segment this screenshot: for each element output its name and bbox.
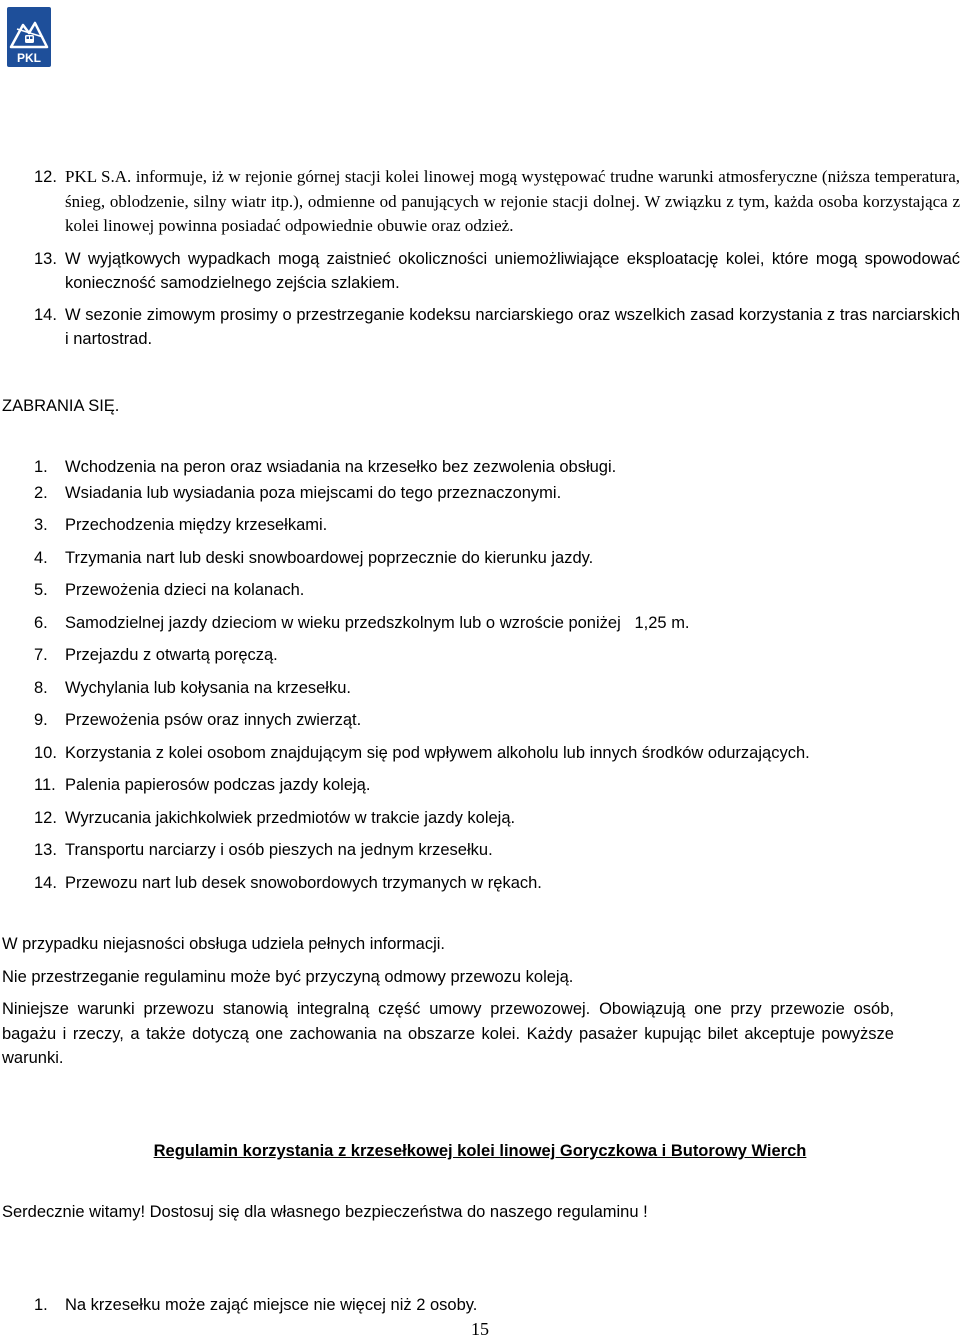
item-number: 13. — [34, 249, 57, 268]
item-text: Trzymania nart lub deski snowboardowej poprzecznie do kierunku jazdy. — [65, 548, 594, 567]
logo-text: PKL — [17, 51, 41, 65]
item-number: 13. — [34, 841, 57, 859]
item-text: W wyjątkowych wypadkach mogą zaistnieć okoliczności uniemożliwiające eksploatację kolei, które mogą spowodować konieczność samodzielnego zejścia szlakiem. — [65, 249, 960, 292]
item-text: Przewożenia psów oraz innych zwierząt. — [65, 711, 362, 729]
list-item — [0, 676, 960, 701]
item-number: 8. — [34, 678, 48, 697]
list-item — [0, 1293, 960, 1318]
item-text: Wyrzucania jakichkolwiek przedmiotów w trakcie jazdy koleją. — [65, 808, 516, 827]
closing-info: W przypadku niejasności obsługa udziela pełnych informacji. — [2, 935, 445, 953]
closing-refusal: Nie przestrzeganie regulaminu może być przyczyną odmowy przewozu koleją. — [2, 968, 574, 986]
item-text: Na krzesełku może zająć miejsce nie więcej niż 2 osoby. — [65, 1296, 478, 1314]
list-item — [0, 578, 960, 603]
item-number: 12. — [34, 808, 57, 827]
list-item — [0, 741, 960, 766]
item-number: 14. — [34, 873, 57, 892]
list-item — [0, 303, 960, 352]
greeting: Serdecznie witamy! Dostosuj się dla własnego bezpieczeństwa do naszego regulaminu ! — [2, 1203, 648, 1221]
list-item — [0, 165, 960, 239]
forbidden-list — [0, 455, 960, 895]
item-number: 10. — [34, 743, 57, 762]
list-item — [0, 611, 960, 636]
list-item — [0, 247, 960, 296]
item-text: W sezonie zimowym prosimy o przestrzeganie kodeksu narciarskiego oraz wszelkich zasad korzystania z tras narciarskich i nartostrad. — [65, 305, 960, 348]
item-text: Palenia papierosów podczas jazdy koleją. — [65, 776, 371, 794]
list-item — [0, 643, 960, 668]
item-number: 7. — [34, 646, 48, 664]
item-number: 6. — [34, 613, 48, 632]
numbered-list-top — [0, 165, 960, 352]
item-number: 4. — [34, 548, 48, 567]
list-item — [0, 513, 960, 538]
item-number: 1. — [34, 1296, 48, 1314]
forbidden-heading: ZABRANIA SIĘ. — [2, 397, 120, 415]
list-item — [0, 455, 960, 480]
item-number: 5. — [34, 581, 48, 599]
item-text: Przewożenia dzieci na kolanach. — [65, 581, 305, 599]
list-item — [0, 838, 960, 863]
item-text: Przechodzenia między krzesełkami. — [65, 516, 328, 534]
item-text: Korzystania z kolei osobom znajdującym się pod wpływem alkoholu lub innych środków odurzających. — [65, 743, 810, 762]
list-item — [0, 708, 960, 733]
section-title: Regulamin korzystania z krzesełkowej kolei linowej Goryczkowa i Butorowy Wierch — [153, 1142, 807, 1160]
list-item — [0, 806, 960, 831]
item-number: 11. — [34, 776, 56, 794]
item-text: Przewozu nart lub desek snowobordowych trzymanych w rękach. — [65, 873, 542, 892]
item-text: Samodzielnej jazdy dzieciom w wieku przedszkolnym lub o wzroście poniżej 1,25 m. — [65, 613, 690, 632]
page-number: 15 — [471, 1319, 489, 1339]
item-text: Wchodzenia na peron oraz wsiadania na krzesełko bez zezwolenia obsługi. — [65, 458, 617, 476]
closing-conditions: Niniejsze warunki przewozu stanowią integralną część umowy przewozowej. Obowiązują one przy przewozie osób, bagażu i rzeczy, a także dotyczą one zachowania na obszarze kolei. Każdy pasażer kupując bilet akceptuje powyższe warunki. — [2, 1000, 894, 1067]
item-number: 3. — [34, 516, 48, 534]
item-text: Wychylania lub kołysania na krzesełku. — [65, 678, 351, 697]
list-item — [0, 871, 960, 896]
item-number: 1. — [34, 458, 48, 476]
item-number: 12. — [34, 168, 57, 186]
item-number: 2. — [34, 483, 48, 502]
item-number: 14. — [34, 305, 57, 324]
item-text: Transportu narciarzy i osób pieszych na jednym krzesełku. — [65, 841, 493, 859]
item-number: 9. — [34, 711, 48, 729]
list-item — [0, 481, 960, 506]
list-item — [0, 546, 960, 571]
pkl-logo — [7, 7, 51, 67]
list-item — [0, 773, 960, 798]
numbered-list-bottom — [0, 1293, 960, 1318]
item-text: PKL S.A. informuje, iż w rejonie górnej stacji kolei linowej mogą występować trudne warunki atmosferyczne (niższa temperatura, śnieg, oblodzenie, silny wiatr itp.), odmienne od panujących w rejonie stacji dolnej. W związku z tym, każda osoba korzystająca z kolei linowej powinna posiadać odpowiednie obuwie oraz odzież. — [65, 167, 960, 235]
item-text: Przejazdu z otwartą poręczą. — [65, 646, 278, 664]
item-text: Wsiadania lub wysiadania poza miejscami do tego przeznaczonymi. — [65, 483, 562, 502]
